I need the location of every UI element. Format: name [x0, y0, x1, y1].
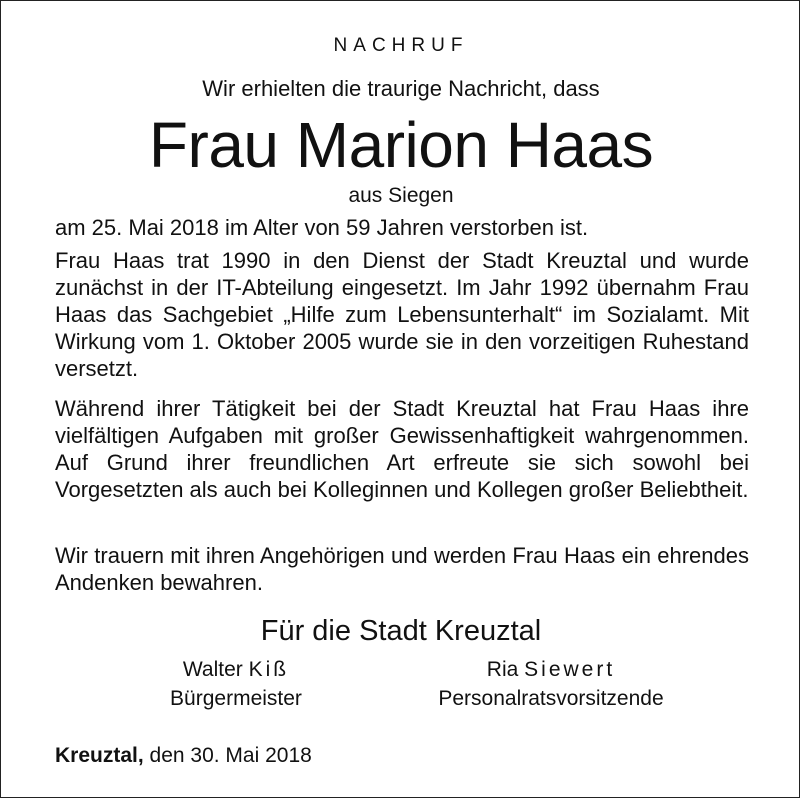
notice-heading: NACHRUF	[333, 35, 469, 56]
signer-first-name: Walter	[182, 658, 243, 681]
place-date-line	[55, 744, 312, 768]
signer-role: Bürgermeister	[170, 687, 302, 710]
signer-role: Personalratsvorsitzende	[438, 687, 664, 710]
signer-block	[401, 655, 701, 713]
signer-first-name: Ria	[486, 658, 519, 681]
date-value: den 30. Mai 2018	[149, 744, 312, 767]
date-place: Kreuztal,	[55, 744, 144, 767]
signature-organization: Für die Stadt Kreuztal	[260, 615, 542, 647]
origin-line: aus Siegen	[348, 184, 454, 207]
signer-last-name: Kiß	[248, 658, 290, 681]
career-paragraph: Frau Haas trat 1990 in den Dienst der Stadt Kreuztal und wurde zunächst in der IT-Abteilung eingesetzt. Im Jahr 1992 übernahm Frau Haas das Sachgebiet „Hilfe zum Lebensunterhalt“ im Sozialamt. Mit Wirkung vom 1. Oktober 2005 wurde sie in den vorzeitigen Ruhestand versetzt.	[55, 248, 749, 381]
signer-name	[401, 655, 701, 684]
signer-block	[121, 655, 351, 713]
intro-line: Wir erhielten die traurige Nachricht, dass	[202, 76, 600, 101]
condolence-paragraph: Wir trauern mit ihren Angehörigen und werden Frau Haas ein ehrendes Andenken bewahren.	[55, 543, 749, 595]
tribute-paragraph: Während ihrer Tätigkeit bei der Stadt Kreuztal hat Frau Haas ihre vielfältigen Aufgaben mit großer Gewissenhaftigkeit wahrgenommen. Auf Grund ihrer freundlichen Art erfreute sie sich sowohl bei Vorgesetzten als auch bei Kolleginnen und Kollegen großer Beliebtheit.	[55, 396, 749, 502]
death-date-paragraph: am 25. Mai 2018 im Alter von 59 Jahren verstorben ist.	[55, 215, 589, 240]
signer-name	[121, 655, 351, 684]
deceased-name: Frau Marion Haas	[148, 109, 654, 181]
signer-last-name: Siewert	[524, 658, 616, 681]
